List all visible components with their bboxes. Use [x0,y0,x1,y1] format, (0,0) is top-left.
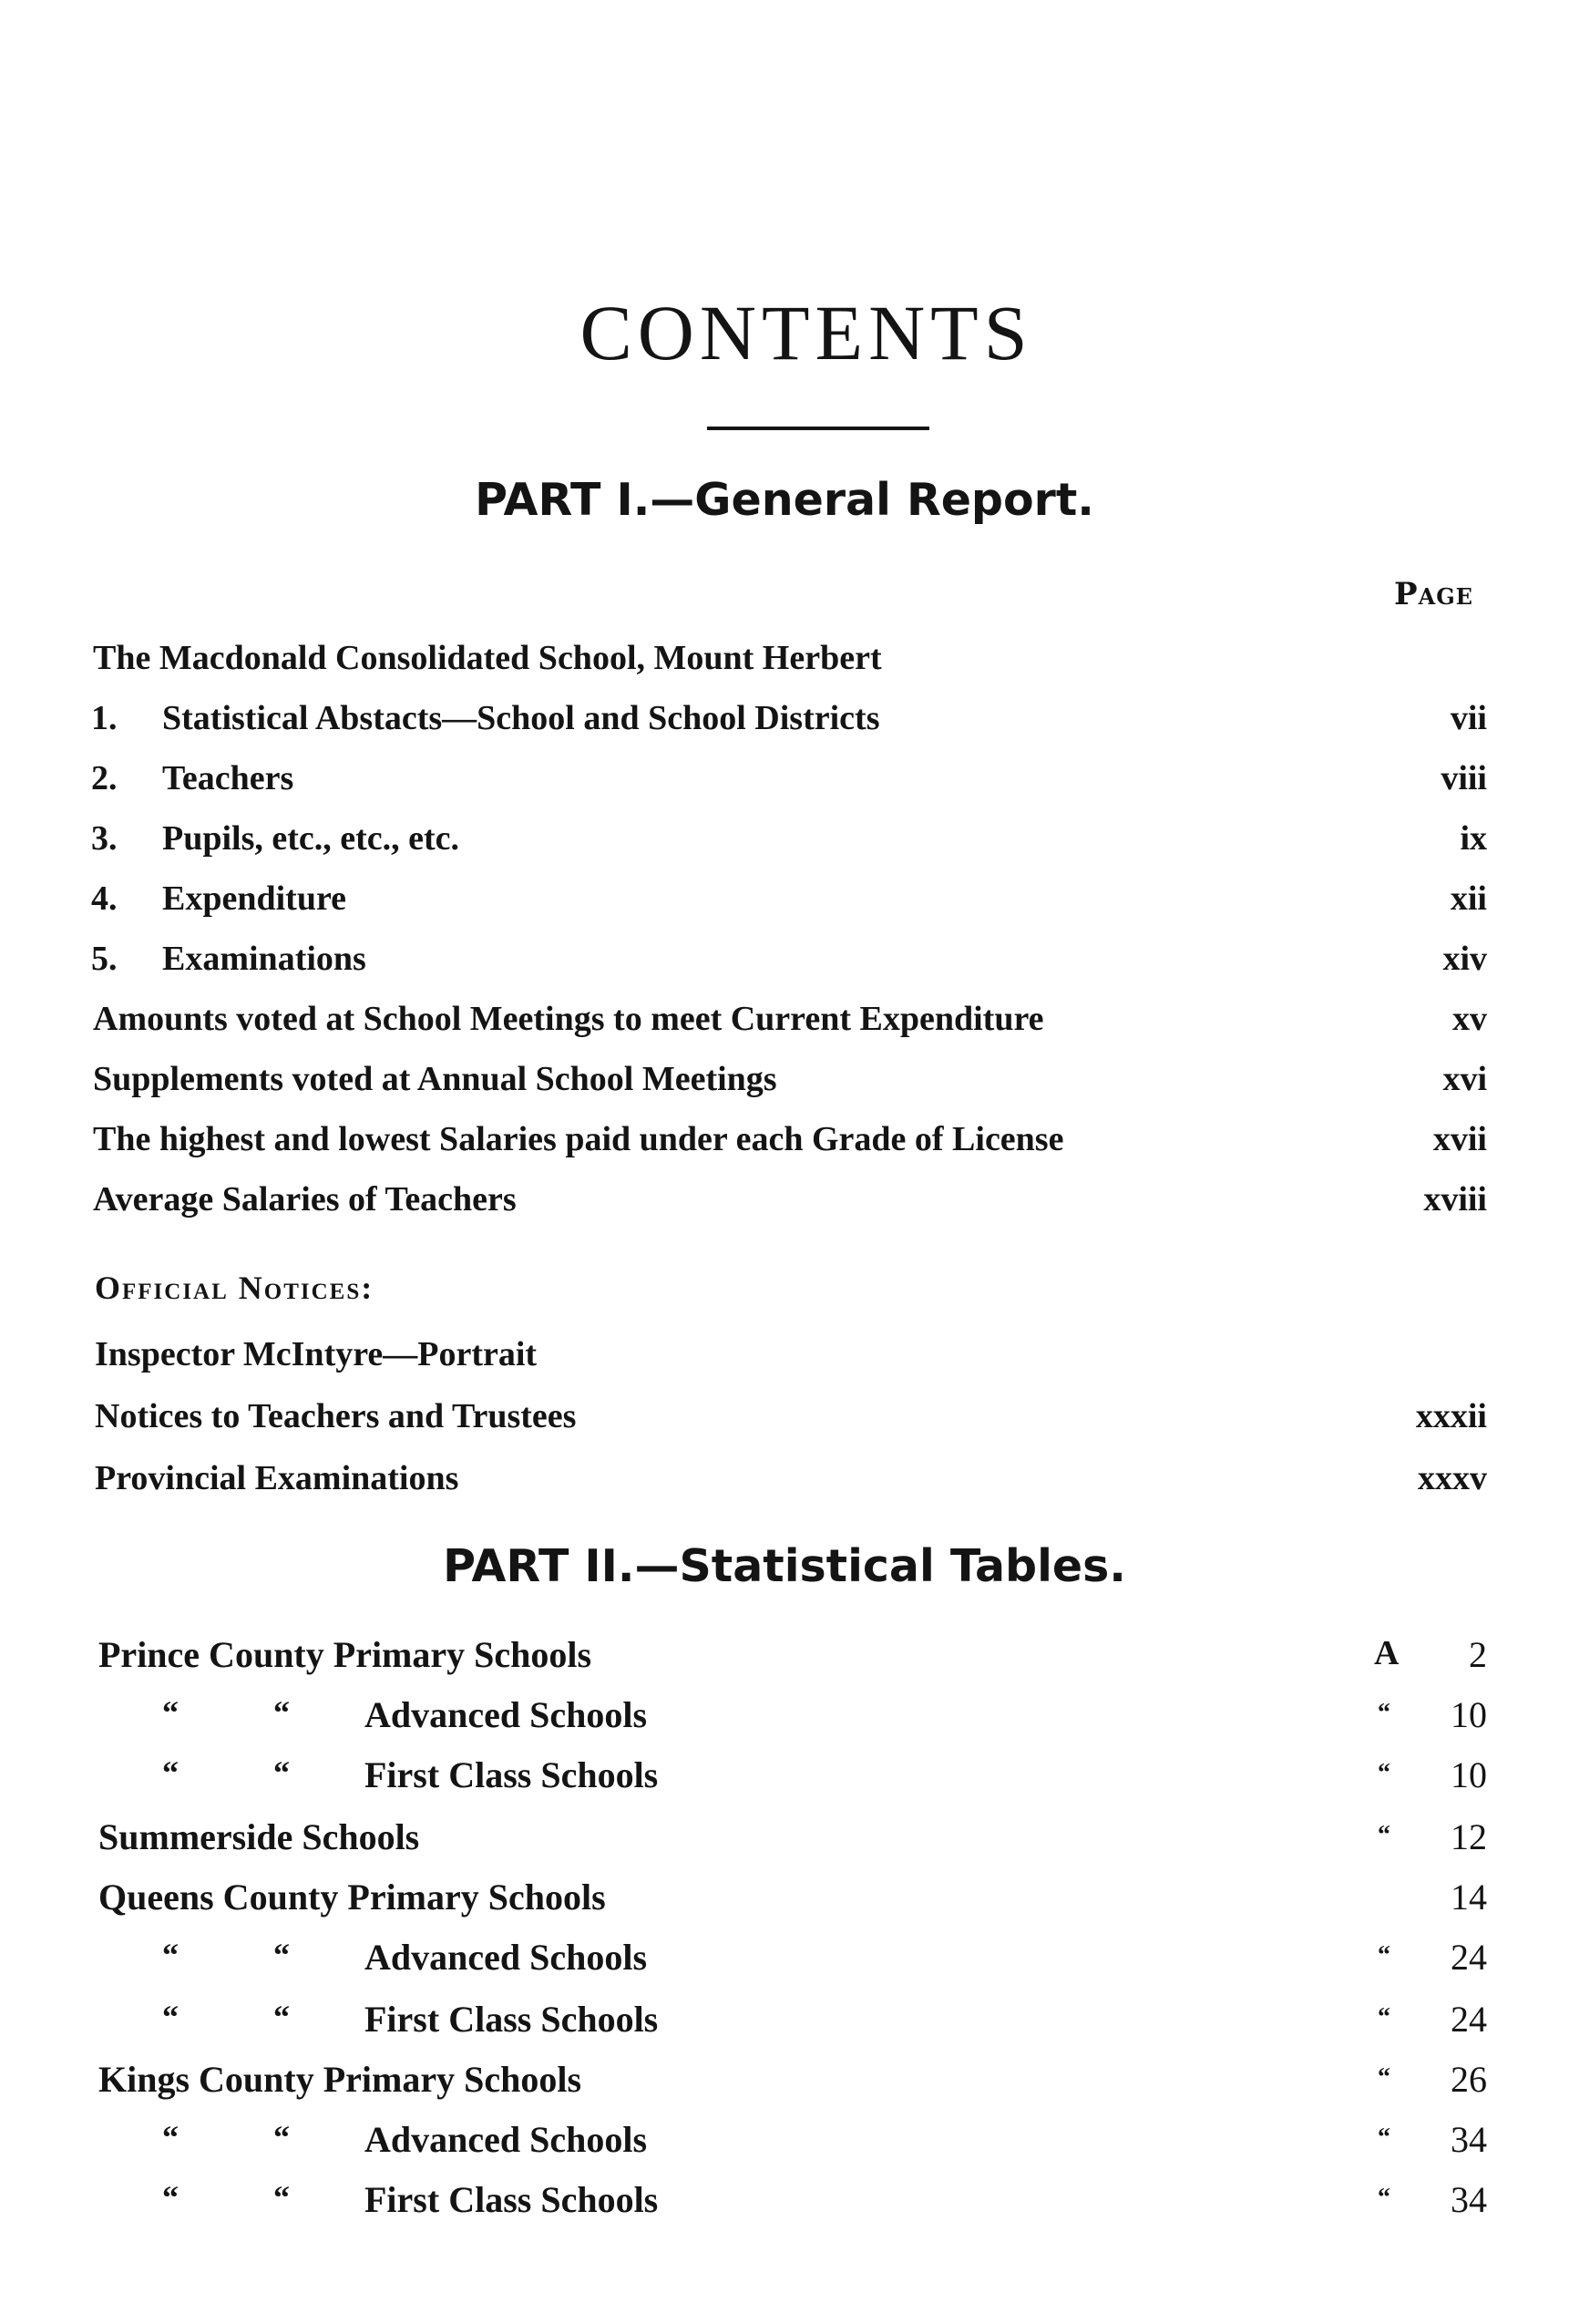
official-notices-heading: Official Notices: [95,1270,374,1306]
toc-entry [0,1334,1569,1389]
entry-page-number: xxxii [1415,1397,1487,1435]
page-title: CONTENTS [579,289,1033,376]
ditto-mark: “ [273,1754,290,1791]
entry-title: Supplements voted at Annual School Meetings [93,1060,777,1098]
entry-page-number: 34 [1451,2119,1487,2160]
entry-page-number: 10 [1451,1754,1487,1795]
ditto-mark: “ [162,1694,179,1731]
entry-title: Expenditure [162,879,347,918]
toc-entry [0,1633,1569,1688]
ditto-mark: “ [162,2179,179,2216]
entry-page-number: 14 [1451,1877,1487,1918]
entry-page-number: 2 [1469,1634,1487,1675]
entry-page-number: 34 [1451,2179,1487,2220]
entry-page-number: xii [1450,879,1487,918]
toc-entry [0,638,1569,693]
entry-title: Prince County Primary Schools [98,1634,592,1675]
ditto-mark: “ [162,1999,179,2035]
entry-page-number: xiv [1442,940,1487,978]
page-prefix: “ [1378,1941,1390,1969]
ditto-mark: “ [273,2179,290,2216]
entry-title: Kings County Primary Schools [98,2059,582,2100]
entry-title: Queens County Primary Schools [98,1877,606,1918]
ditto-mark: “ [273,1694,290,1731]
page-prefix: “ [1378,1699,1390,1727]
page-prefix: “ [1378,1821,1390,1849]
entry-title: First Class Schools [364,2179,659,2220]
toc-entry [0,879,1569,933]
toc-entry [0,1059,1569,1114]
entry-title: First Class Schools [364,1754,659,1795]
ditto-mark: “ [273,2119,290,2155]
toc-entry [0,939,1569,993]
toc-entry [0,1693,1569,1748]
toc-entry [0,818,1569,873]
part1-heading: PART I.—General Report. [475,474,1094,526]
entry-title: Average Salaries of Teachers [93,1180,517,1219]
page-prefix: “ [1378,1759,1390,1787]
entry-number: 3. [91,819,118,858]
entry-title: Amounts voted at School Meetings to meet Current Expenditure [93,1000,1044,1038]
entry-number: 5. [91,940,118,978]
entry-page-number: ix [1460,819,1487,858]
toc-entry [0,698,1569,753]
entry-title: Examinations [162,940,366,978]
ditto-mark: “ [273,1999,290,2035]
entry-page-number: vii [1450,699,1487,737]
entry-page-number: xxxv [1418,1459,1487,1497]
entry-page-number: viii [1441,759,1487,797]
toc-entry [0,1936,1569,1990]
toc-entry [0,1179,1569,1234]
entry-title: Summerside Schools [98,1816,420,1857]
page-prefix: “ [1378,2063,1390,2092]
toc-entry [0,2178,1569,2233]
toc-entry [0,758,1569,813]
entry-title: Provincial Examinations [95,1459,459,1497]
entry-title: Teachers [162,759,294,797]
entry-page-number: 26 [1451,2059,1487,2100]
ditto-mark: “ [273,1937,290,1973]
toc-entry [0,1458,1569,1513]
entry-page-number: 12 [1451,1816,1487,1857]
entry-page-number: xviii [1423,1180,1487,1219]
toc-entry [0,2058,1569,2113]
page-prefix: “ [1378,2123,1390,2152]
toc-entry [0,1815,1569,1870]
part2-heading: PART II.—Statistical Tables. [443,1540,1126,1592]
entry-page-number: 24 [1451,1937,1487,1978]
ditto-mark: “ [162,1937,179,1973]
entry-title: Notices to Teachers and Trustees [95,1397,577,1435]
toc-entry [0,1119,1569,1174]
entry-page-number: 24 [1451,1999,1487,2040]
entry-title: Inspector McIntyre—Portrait [95,1335,538,1373]
toc-entry [0,1753,1569,1808]
title-rule [707,427,929,430]
ditto-mark: “ [162,1754,179,1791]
entry-title: First Class Schools [364,1999,659,2040]
entry-page-number: xvi [1442,1060,1487,1098]
page-prefix: A [1374,1634,1400,1672]
entry-number: 1. [91,699,118,737]
toc-entry [0,1876,1569,1930]
entry-title: Pupils, etc., etc., etc. [162,819,460,858]
entry-title: Advanced Schools [364,2119,648,2160]
entry-title: Advanced Schools [364,1694,648,1735]
entry-page-number: xv [1452,1000,1487,1038]
page-prefix: “ [1378,2003,1390,2031]
entry-title: The highest and lowest Salaries paid under each Grade of License [93,1120,1064,1158]
toc-entry [0,1396,1569,1451]
entry-page-number: xvii [1432,1120,1487,1158]
ditto-mark: “ [162,2119,179,2155]
entry-page-number: 10 [1451,1694,1487,1735]
toc-entry [0,999,1569,1054]
entry-title: Statistical Abstacts—School and School Districts [162,699,880,737]
entry-title: Advanced Schools [364,1937,648,1978]
page-column-label: Page [1394,576,1473,612]
entry-number: 2. [91,759,118,797]
entry-title: The Macdonald Consolidated School, Mount Herbert [93,639,882,677]
entry-number: 4. [91,879,118,918]
toc-entry [0,2118,1569,2173]
page-prefix: “ [1378,2184,1390,2212]
toc-entry [0,1998,1569,2052]
